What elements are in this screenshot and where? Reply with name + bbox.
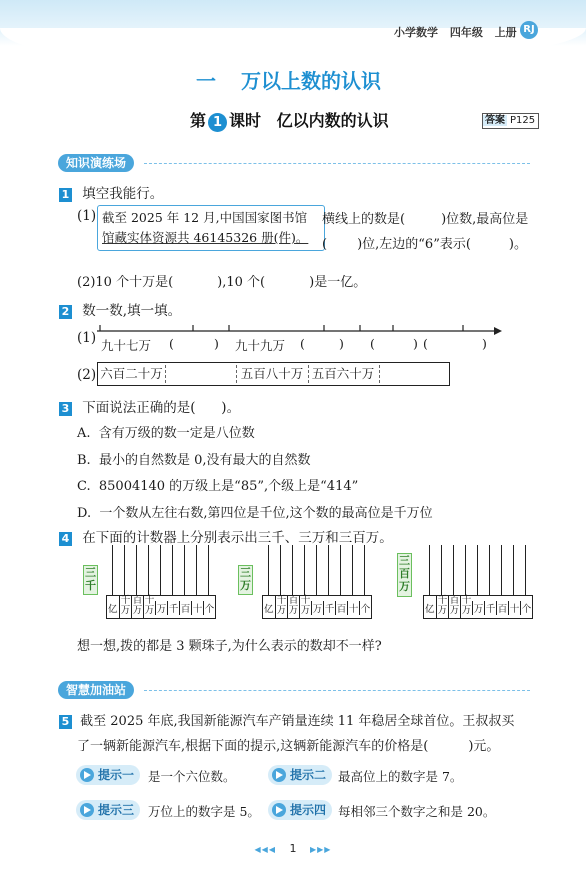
q2-label-7[interactable]: ) (413, 336, 418, 351)
place-qianwan: 千 万 (437, 595, 448, 616)
q4-header (59, 526, 393, 546)
q1-callout-line1: 截至 2025 年 12 月,中国国家图书馆 (102, 210, 308, 225)
place-shiwan: 十 万 (461, 595, 472, 616)
abacus-1-label (83, 565, 98, 595)
place-bai: 百 (496, 601, 508, 615)
abacus-rod (429, 545, 430, 595)
abacus-rod (160, 545, 161, 595)
hint-4-text: 每相邻三个数字之和是 20。 (338, 804, 496, 819)
q2-box-row (97, 362, 450, 386)
q2-box-0: 六百二十万 (100, 366, 163, 381)
unit-title-text: 万以上数的认识 (240, 69, 381, 93)
abacus-rod (172, 545, 173, 595)
abacus-rod (340, 545, 341, 595)
q2-label-3: 九十九万 (235, 338, 286, 353)
q2-label-9[interactable]: ) (482, 336, 487, 351)
q1-sub2-a: (2)10 个十万是( (77, 275, 174, 290)
q3-title: 下面说法正确的是( )。 (82, 400, 241, 416)
hint-1-text: 是一个六位数。 (148, 769, 236, 784)
place-qianwan: 千 万 (276, 595, 287, 616)
q1-line2-b: )位,左边的“6”表示( (357, 237, 471, 252)
q5-line1 (59, 710, 514, 729)
q5-number: 5 (59, 715, 72, 729)
q5-line2-a: 了一辆新能源汽车,根据下面的提示,这辆新能源汽车的价格是( (77, 739, 429, 754)
abacus-rod (477, 545, 478, 595)
q3-option-d[interactable]: D. 一个数从左往右数,第四位是千位,这个数的最高位是千万位 (77, 505, 433, 521)
abacus-rod (112, 545, 113, 595)
megaphone-icon (80, 768, 94, 782)
q3-number: 3 (59, 402, 72, 416)
q2-sub2-label: (2) (77, 367, 97, 383)
abacus-rod (489, 545, 490, 595)
abacus-1-label-text: 三 千 (85, 566, 96, 592)
place-yi: 亿 (264, 604, 274, 615)
place-shi: 十 (508, 601, 520, 615)
q1-title: 填空我能行。 (82, 186, 164, 202)
abacus-rod (465, 545, 466, 595)
abacus-rod (513, 545, 514, 595)
q1-sub2 (77, 271, 366, 290)
abacus-rod (328, 545, 329, 595)
q2-title: 数一数,填一填。 (82, 303, 182, 319)
unit-number: 一 (196, 69, 216, 93)
q3-option-a[interactable]: A. 含有万级的数一定是八位数 (77, 426, 255, 441)
place-qian: 千 (167, 601, 179, 615)
q1-sub2-b: ),10 个( (217, 275, 266, 290)
abacus-rod (441, 545, 442, 595)
hint-3-text: 万位上的数字是 5。 (148, 804, 260, 819)
q5-line2-b: )元。 (468, 739, 500, 754)
q2-sub1-label: (1) (77, 330, 97, 346)
abacus-rod (196, 545, 197, 595)
q1-header (59, 182, 163, 202)
answer-ref (482, 113, 539, 129)
q2-header (59, 299, 181, 319)
abacus-3-base (423, 595, 533, 619)
q2-label-2[interactable]: ) (214, 336, 219, 351)
abacus-rod (453, 545, 454, 595)
place-ge: 个 (359, 601, 371, 615)
abacus-rod (292, 545, 293, 595)
abacus-rod (525, 545, 526, 595)
place-yi: 亿 (425, 604, 435, 615)
abacus-1-base (106, 595, 216, 619)
abacus-3-label-text: 三 百 万 (399, 554, 410, 593)
place-wan: 万 (311, 601, 323, 615)
place-shiwan: 十 万 (300, 595, 311, 616)
q2-box-1[interactable] (166, 363, 236, 385)
abacus-rod (208, 545, 209, 595)
hint-1-badge-text: 提示一 (98, 768, 135, 782)
megaphone-icon (80, 803, 94, 817)
abacus-rod (136, 545, 137, 595)
place-shi: 十 (347, 601, 359, 615)
q3-option-b[interactable]: B. 最小的自然数是 0,没有最大的自然数 (77, 452, 311, 468)
q3-options (77, 421, 433, 527)
place-wan: 万 (155, 601, 167, 615)
abacus-3[interactable] (423, 545, 531, 620)
answer-label: 答案 (485, 115, 505, 126)
place-baiwan: 百 万 (449, 595, 460, 616)
q2-label-0: 九十七万 (101, 338, 152, 353)
lesson-suffix: 课时 (229, 111, 262, 130)
abacus-rod (364, 545, 365, 595)
q2-label-8[interactable]: ( (423, 336, 428, 351)
q1-callout (97, 205, 328, 252)
abacus-rod (124, 545, 125, 595)
q2-label-4[interactable]: ( (300, 336, 305, 351)
header-info (394, 24, 517, 40)
hint-2-text: 最高位上的数字是 7。 (338, 769, 463, 784)
hint-4-badge-text: 提示四 (290, 803, 327, 817)
abacus-rod (352, 545, 353, 595)
megaphone-icon (272, 768, 286, 782)
lesson-prefix: 第 (190, 111, 207, 130)
abacus-rod (148, 545, 149, 595)
page-number: 1 (289, 842, 297, 855)
q1-sub2-c: )是一亿。 (309, 275, 367, 290)
q2-number: 2 (59, 305, 72, 319)
abacus-rod (316, 545, 317, 595)
abacus-1[interactable] (106, 545, 214, 620)
q2-box-3: 五百八十万 (240, 366, 304, 381)
hint-2-badge (268, 765, 332, 785)
place-bai: 百 (335, 601, 347, 615)
place-yi: 亿 (108, 604, 118, 615)
header-series: 小学数学 (394, 26, 438, 39)
unit-title (196, 65, 381, 94)
hint-3-badge-text: 提示三 (98, 803, 135, 817)
q1-line1 (322, 208, 528, 227)
q2-box-4: 五百六十万 (311, 366, 375, 381)
q1-number: 1 (59, 188, 72, 202)
abacus-2-label (238, 565, 253, 595)
q2-label-6[interactable]: ( (370, 336, 375, 351)
abacus-rod (280, 545, 281, 595)
place-qian: 千 (323, 601, 335, 615)
hint-3-badge (76, 800, 140, 820)
q5-line2 (77, 735, 499, 754)
header-volume: 上册 (494, 26, 517, 39)
section-challenge: 智慧加油站 (58, 681, 134, 699)
q1-line2 (322, 233, 527, 252)
place-shi: 十 (191, 601, 203, 615)
q2-label-1[interactable]: ( (169, 336, 174, 351)
place-qianwan: 千 万 (120, 595, 131, 616)
lesson-number: 1 (208, 113, 227, 132)
q4-think: 想一想,拨的都是 3 颗珠子,为什么表示的数却不一样? (77, 639, 382, 654)
abacus-rod (501, 545, 502, 595)
place-baiwan: 百 万 (132, 595, 143, 616)
hint-1-badge (76, 765, 140, 785)
place-bai: 百 (179, 601, 191, 615)
abacus-rod (184, 545, 185, 595)
lesson-title-text: 亿以内数的认识 (276, 111, 389, 130)
place-ge: 个 (520, 601, 532, 615)
abacus-3-label (397, 553, 412, 597)
footer-right-arrows: ▶▶▶ (310, 845, 332, 854)
q1-line2-a: ( (322, 237, 328, 252)
abacus-rod (268, 545, 269, 595)
place-wan: 万 (472, 601, 484, 615)
hint-2-badge-text: 提示二 (290, 768, 327, 782)
section-practice: 知识演练场 (58, 154, 134, 172)
lesson-title (190, 108, 389, 132)
q1-callout-line2: 馆藏实体资源共 46145326 册(件)。 (102, 230, 309, 245)
q1-sub1-label: (1) (77, 208, 97, 224)
q5-line1-text: 截至 2025 年底,我国新能源汽车产销量连续 11 年稳居全球首位。王叔叔买 (80, 714, 515, 729)
answer-page: P125 (510, 115, 536, 126)
q2-label-5[interactable]: ) (339, 336, 344, 351)
footer-left-arrows: ◀◀◀ (254, 845, 276, 854)
section-divider (144, 163, 530, 164)
q1-line1-a: 横线上的数是( (322, 212, 406, 227)
edition-badge: RJ (520, 21, 538, 39)
section-divider (144, 690, 530, 691)
abacus-rod (304, 545, 305, 595)
hint-4-badge (268, 800, 332, 820)
place-qian: 千 (484, 601, 496, 615)
q3-option-c[interactable]: C. 85004140 的万级上是“85”,个级上是“414” (77, 479, 359, 494)
q1-line2-c: )。 (508, 237, 527, 252)
abacus-2[interactable] (262, 545, 370, 620)
q4-number: 4 (59, 532, 72, 546)
abacus-2-base (262, 595, 372, 619)
q2-box-5[interactable] (380, 363, 449, 385)
header-grade: 四年级 (449, 26, 483, 39)
q4-title: 在下面的计数器上分别表示出三千、三万和三百万。 (82, 530, 393, 546)
q3-header (59, 396, 240, 416)
place-baiwan: 百 万 (288, 595, 299, 616)
abacus-2-label-text: 三 万 (240, 566, 251, 592)
place-ge: 个 (203, 601, 215, 615)
q1-line1-b: )位数,最高位是 (441, 212, 529, 227)
place-shiwan: 十 万 (144, 595, 155, 616)
megaphone-icon (272, 803, 286, 817)
footer (0, 842, 586, 855)
